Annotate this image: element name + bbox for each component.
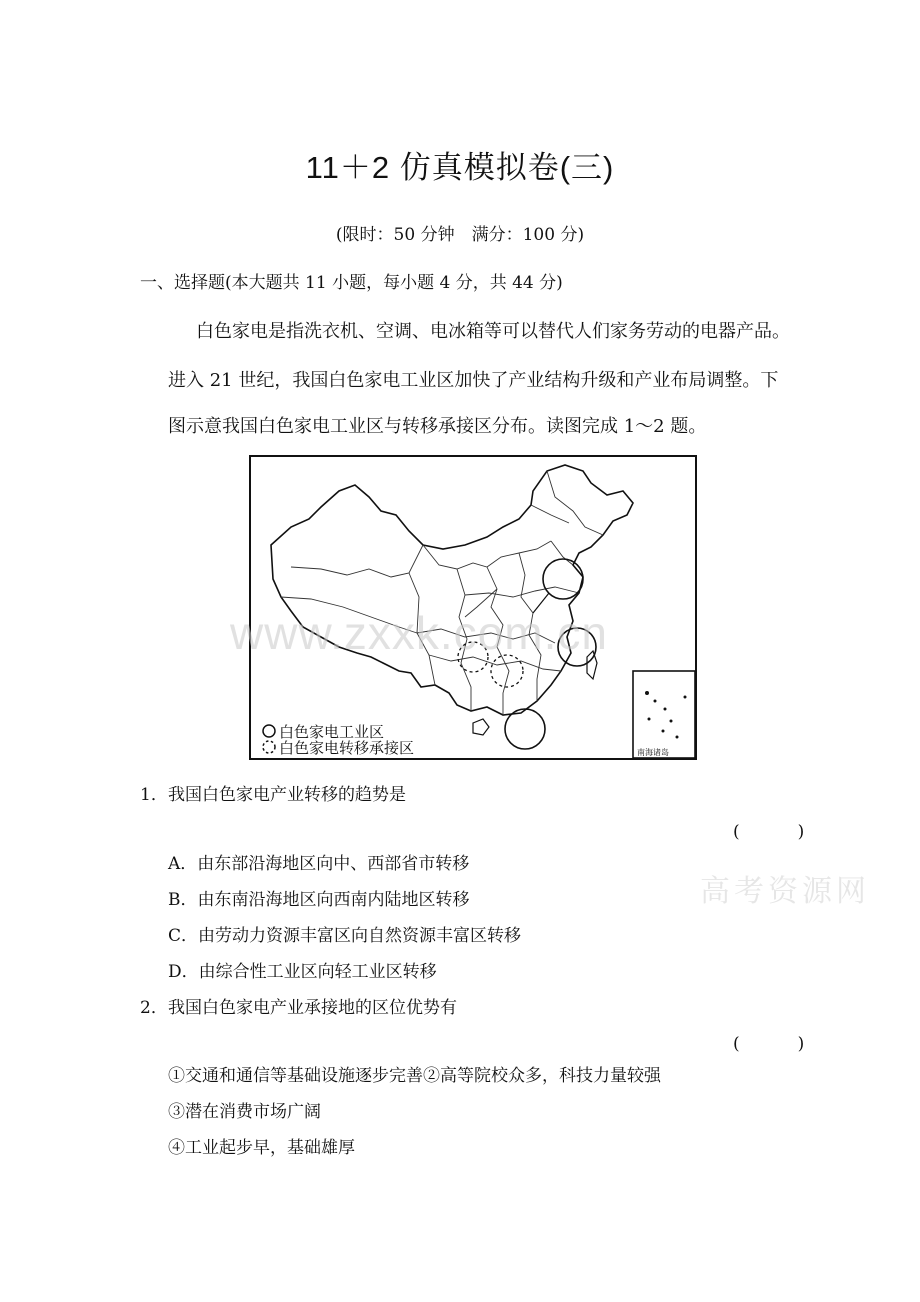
- question-2-stem: 我国白色家电产业承接地的区位优势有: [168, 998, 457, 1018]
- question-1-number: 1．: [140, 785, 168, 805]
- legend-transfer-label: 白色家电转移承接区: [279, 739, 415, 757]
- china-outline: [271, 465, 633, 715]
- inset-label: 南海诸岛: [637, 748, 669, 757]
- question-2-number: 2．: [140, 998, 168, 1018]
- industrial-zone-south: [505, 709, 545, 749]
- legend-solid-circle-icon: [263, 725, 275, 737]
- question-1-option-b: B．由东南沿海地区向西南内陆地区转移: [168, 890, 470, 910]
- hainan-island: [473, 719, 489, 735]
- question-1-option-c: C．由劳动力资源丰富区向自然资源丰富区转移: [168, 926, 522, 946]
- question-1-option-d: D．由综合性工业区向轻工业区转移: [168, 962, 437, 982]
- inset-frame: [633, 671, 695, 758]
- intro-line-1: 白色家电是指洗衣机、空调、电冰箱等可以替代人们家务劳动的电器产品。: [196, 321, 790, 342]
- question-1-answer-blank: ( ): [733, 822, 813, 842]
- section-heading: 一、选择题(本大题共 11 小题，每小题 4 分，共 44 分): [140, 273, 563, 293]
- question-2-item-3: ③潜在消费市场广阔: [168, 1102, 321, 1122]
- legend-dashed-circle-icon: [263, 741, 275, 753]
- question-2-item-4: ④工业起步早，基础雄厚: [168, 1138, 355, 1158]
- watermark-center: www.zxxk.com.cn: [230, 607, 608, 659]
- legend-industrial-label: 白色家电工业区: [279, 723, 385, 741]
- province-lines: [281, 471, 603, 715]
- question-2-answer-blank: ( ): [733, 1034, 813, 1054]
- intro-line-2: 进入 21 世纪，我国白色家电工业区加快了产业结构升级和产业布局调整。下: [168, 370, 779, 391]
- watermark-side: 高考资源网: [700, 874, 870, 909]
- question-1-stem: 我国白色家电产业转移的趋势是: [168, 785, 406, 805]
- question-1-option-a: A．由东部沿海地区向中、西部省市转移: [168, 854, 470, 874]
- time-limit-note: (限时：50 分钟 满分：100 分): [335, 225, 585, 245]
- intro-line-3: 图示意我国白色家电工业区与转移承接区分布。读图完成 1～2 题。: [168, 416, 707, 437]
- page-title: 11＋2 仿真模拟卷(三): [305, 150, 615, 185]
- question-2-item-1-2: ①交通和通信等基础设施逐步完善②高等院校众多，科技力量较强: [168, 1066, 661, 1086]
